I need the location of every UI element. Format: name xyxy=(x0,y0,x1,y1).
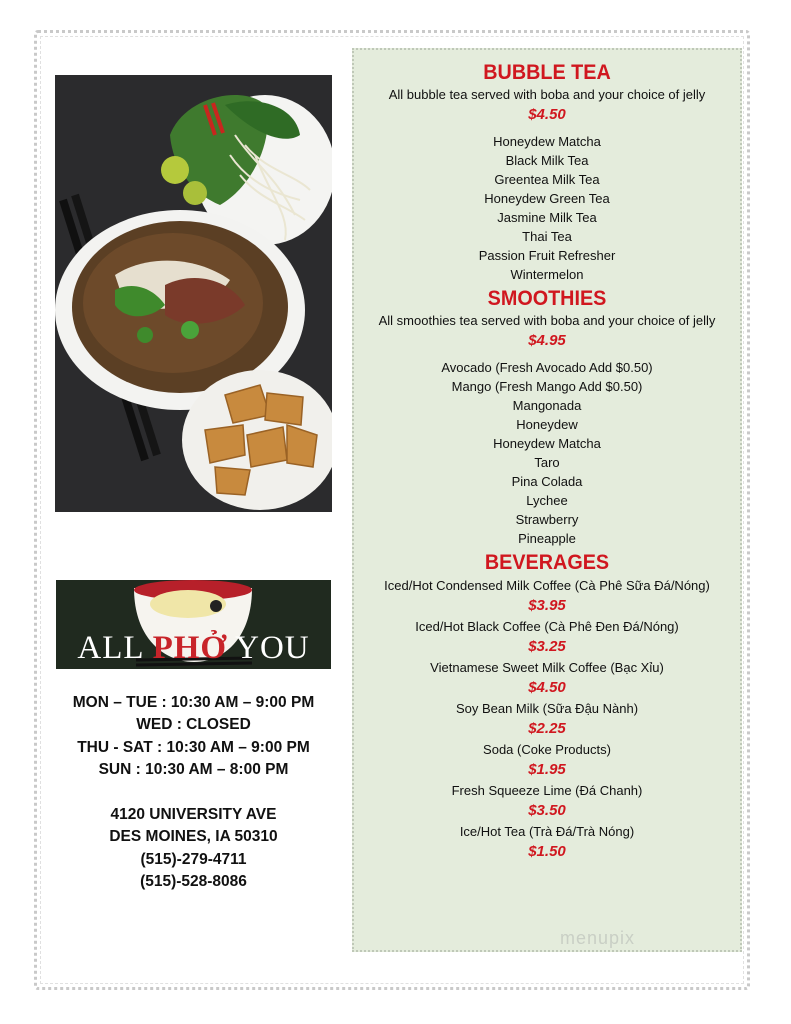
beverage-item: Soda (Coke Products) xyxy=(483,742,611,757)
menu-item: Honeydew Matcha xyxy=(493,134,601,149)
menu-item: Black Milk Tea xyxy=(505,153,589,168)
beverage-item: Ice/Hot Tea (Trà Đá/Trà Nóng) xyxy=(459,824,635,839)
menu-panel xyxy=(352,48,742,952)
menu-item: Taro xyxy=(534,455,560,470)
beverage-price: $3.50 xyxy=(528,802,566,819)
logo-text-suffix: YOU xyxy=(235,630,310,666)
beverage-item: Iced/Hot Black Coffee (Cà Phê Đen Đá/Nóng) xyxy=(415,619,679,634)
beverage-price: $1.50 xyxy=(528,843,566,860)
street-address: 4120 UNIVERSITY AVE xyxy=(110,806,277,823)
opening-hours xyxy=(56,692,331,781)
menu-item: Honeydew Green Tea xyxy=(484,191,610,206)
restaurant-logo xyxy=(56,580,331,669)
address-block xyxy=(56,804,331,893)
section-subtitle: All bubble tea served with boba and your choice of jelly xyxy=(388,87,706,102)
phone-number: (515)-528-8086 xyxy=(140,872,247,890)
menu-item: Lychee xyxy=(526,493,568,508)
section-price: $4.95 xyxy=(528,332,566,349)
logo-text-pho: PHỞ xyxy=(152,630,228,666)
pho-photo xyxy=(55,75,332,512)
hours-line: THU - SAT : 10:30 AM – 9:00 PM xyxy=(77,738,310,756)
section-subtitle: All smoothies tea served with boba and your choice of jelly xyxy=(378,313,716,328)
menu-item: Passion Fruit Refresher xyxy=(478,248,616,263)
watermark: menupix xyxy=(560,928,636,948)
city-state-zip: DES MOINES, IA 50310 xyxy=(109,828,278,846)
beverage-item: Iced/Hot Condensed Milk Coffee (Cà Phê Sữa Đá/Nóng) xyxy=(384,578,710,593)
menu-item: Wintermelon xyxy=(510,267,584,282)
beverage-item: Fresh Squeeze Lime (Đá Chanh) xyxy=(451,783,643,798)
beverage-item: Soy Bean Milk (Sữa Đậu Nành) xyxy=(455,701,639,716)
menu-item: Mango (Fresh Mango Add $0.50) xyxy=(451,379,643,394)
beverage-price: $3.25 xyxy=(528,638,566,655)
menu-item: Pina Colada xyxy=(511,474,583,489)
menu-item: Thai Tea xyxy=(522,229,572,244)
menu-item: Pineapple xyxy=(518,531,576,546)
menu-item: Mangonada xyxy=(512,398,582,413)
menu-item: Jasmine Milk Tea xyxy=(497,210,597,225)
beverage-price: $3.95 xyxy=(528,597,566,614)
section-price: $4.50 xyxy=(528,106,566,123)
hours-line: WED : CLOSED xyxy=(136,716,251,734)
menu-item: Honeydew xyxy=(516,417,578,432)
beverage-item: Vietnamese Sweet Milk Coffee (Bạc Xỉu) xyxy=(430,660,664,675)
menu-item: Avocado (Fresh Avocado Add $0.50) xyxy=(441,360,653,375)
hours-line: MON – TUE : 10:30 AM – 9:00 PM xyxy=(72,694,315,711)
section-title-beverages: BEVERAGES xyxy=(484,550,610,574)
menu-item: Honeydew Matcha xyxy=(493,436,601,451)
logo-text xyxy=(56,630,331,667)
section-title-bubble-tea: BUBBLE TEA xyxy=(483,60,611,84)
phone-number: (515)-279-4711 xyxy=(140,850,247,868)
beverage-price: $4.50 xyxy=(528,679,566,696)
logo-text-prefix: ALL xyxy=(77,630,144,666)
beverage-price: $2.25 xyxy=(528,720,566,737)
menu-item: Greentea Milk Tea xyxy=(494,172,600,187)
beverage-price: $1.95 xyxy=(528,761,566,778)
hours-line: SUN : 10:30 AM – 8:00 PM xyxy=(98,760,289,778)
menu-item: Strawberry xyxy=(515,512,579,527)
section-title-smoothies: SMOOTHIES xyxy=(487,286,607,310)
